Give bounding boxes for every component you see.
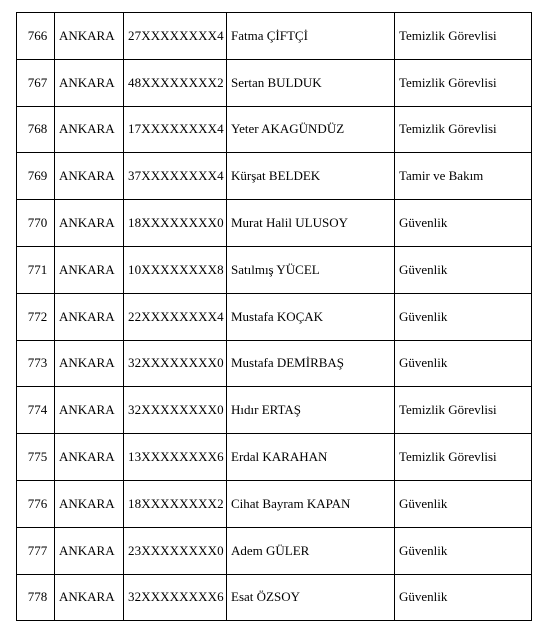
id-number-cell: 18XXXXXXXX2	[124, 480, 227, 527]
table-row	[17, 13, 532, 60]
job-title-cell: Temizlik Görevlisi	[395, 13, 532, 60]
city-cell: ANKARA	[55, 200, 124, 247]
id-number-cell: 27XXXXXXXX4	[124, 13, 227, 60]
full-name-cell: Fatma ÇİFTÇİ	[227, 13, 395, 60]
id-number-cell: 18XXXXXXXX0	[124, 200, 227, 247]
job-title-cell: Tamir ve Bakım	[395, 153, 532, 200]
table-row	[17, 387, 532, 434]
table-row	[17, 527, 532, 574]
table-row	[17, 434, 532, 481]
id-number-cell: 32XXXXXXXX6	[124, 574, 227, 621]
table-row	[17, 153, 532, 200]
full-name-cell: Yeter AKAGÜNDÜZ	[227, 106, 395, 153]
id-number-cell: 32XXXXXXXX0	[124, 340, 227, 387]
personnel-table-body	[17, 13, 532, 621]
table-row	[17, 106, 532, 153]
job-title-cell: Güvenlik	[395, 340, 532, 387]
job-title-cell: Güvenlik	[395, 246, 532, 293]
city-cell: ANKARA	[55, 153, 124, 200]
table-row	[17, 246, 532, 293]
full-name-cell: Mustafa DEMİRBAŞ	[227, 340, 395, 387]
id-number-cell: 10XXXXXXXX8	[124, 246, 227, 293]
job-title-cell: Temizlik Görevlisi	[395, 387, 532, 434]
job-title-cell: Güvenlik	[395, 480, 532, 527]
full-name-cell: Erdal KARAHAN	[227, 434, 395, 481]
row-number-cell: 775	[17, 434, 55, 481]
id-number-cell: 17XXXXXXXX4	[124, 106, 227, 153]
full-name-cell: Mustafa KOÇAK	[227, 293, 395, 340]
city-cell: ANKARA	[55, 293, 124, 340]
job-title-cell: Güvenlik	[395, 293, 532, 340]
full-name-cell: Hıdır ERTAŞ	[227, 387, 395, 434]
row-number-cell: 772	[17, 293, 55, 340]
row-number-cell: 770	[17, 200, 55, 247]
table-row	[17, 480, 532, 527]
id-number-cell: 37XXXXXXXX4	[124, 153, 227, 200]
table-row	[17, 59, 532, 106]
full-name-cell: Kürşat BELDEK	[227, 153, 395, 200]
city-cell: ANKARA	[55, 574, 124, 621]
job-title-cell: Güvenlik	[395, 574, 532, 621]
table-row	[17, 200, 532, 247]
city-cell: ANKARA	[55, 340, 124, 387]
full-name-cell: Adem GÜLER	[227, 527, 395, 574]
job-title-cell: Temizlik Görevlisi	[395, 59, 532, 106]
row-number-cell: 769	[17, 153, 55, 200]
row-number-cell: 778	[17, 574, 55, 621]
row-number-cell: 767	[17, 59, 55, 106]
row-number-cell: 771	[17, 246, 55, 293]
id-number-cell: 48XXXXXXXX2	[124, 59, 227, 106]
city-cell: ANKARA	[55, 246, 124, 293]
job-title-cell: Güvenlik	[395, 200, 532, 247]
row-number-cell: 774	[17, 387, 55, 434]
row-number-cell: 766	[17, 13, 55, 60]
city-cell: ANKARA	[55, 106, 124, 153]
job-title-cell: Temizlik Görevlisi	[395, 434, 532, 481]
full-name-cell: Cihat Bayram KAPAN	[227, 480, 395, 527]
id-number-cell: 23XXXXXXXX0	[124, 527, 227, 574]
table-row	[17, 293, 532, 340]
full-name-cell: Murat Halil ULUSOY	[227, 200, 395, 247]
id-number-cell: 32XXXXXXXX0	[124, 387, 227, 434]
city-cell: ANKARA	[55, 434, 124, 481]
full-name-cell: Sertan BULDUK	[227, 59, 395, 106]
city-cell: ANKARA	[55, 527, 124, 574]
job-title-cell: Temizlik Görevlisi	[395, 106, 532, 153]
row-number-cell: 777	[17, 527, 55, 574]
table-row	[17, 340, 532, 387]
id-number-cell: 22XXXXXXXX4	[124, 293, 227, 340]
row-number-cell: 776	[17, 480, 55, 527]
row-number-cell: 768	[17, 106, 55, 153]
job-title-cell: Güvenlik	[395, 527, 532, 574]
table-row	[17, 574, 532, 621]
city-cell: ANKARA	[55, 387, 124, 434]
personnel-table	[16, 12, 532, 621]
id-number-cell: 13XXXXXXXX6	[124, 434, 227, 481]
city-cell: ANKARA	[55, 59, 124, 106]
row-number-cell: 773	[17, 340, 55, 387]
city-cell: ANKARA	[55, 480, 124, 527]
full-name-cell: Satılmış YÜCEL	[227, 246, 395, 293]
full-name-cell: Esat ÖZSOY	[227, 574, 395, 621]
city-cell: ANKARA	[55, 13, 124, 60]
